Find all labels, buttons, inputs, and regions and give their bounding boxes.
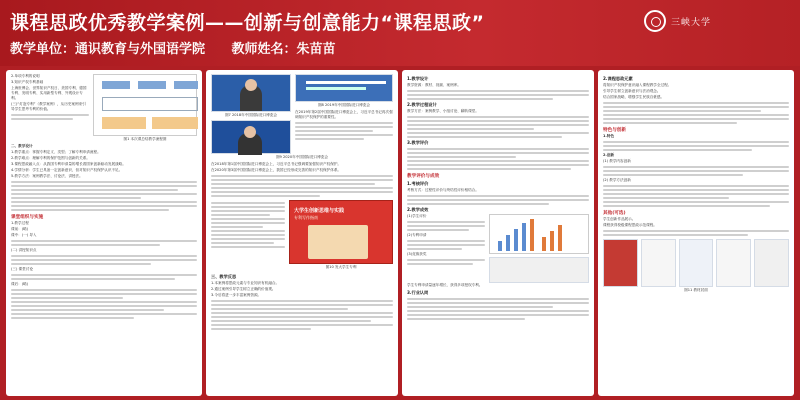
step-line: 课后：(略) — [11, 282, 29, 286]
body-text: 教学资源：教材、视频、案例库。 — [407, 83, 461, 87]
body-text: 引导学生树立创新意识与法治观念。 — [603, 89, 661, 93]
step-line: 课中：(一) 导入 — [11, 233, 37, 237]
statistics-chart-figure — [489, 214, 589, 254]
textbook-covers — [603, 239, 789, 287]
step-line: (二) 讲授知识点 — [11, 248, 37, 252]
reflect-line: 3.今后将进一步丰富案例资源。 — [211, 293, 262, 297]
book-subtitle: 专利写作指南 — [294, 215, 318, 220]
book-title: 大学生创新思维与实践 — [294, 208, 345, 214]
expo-photo-2019b — [295, 74, 393, 102]
section-heading: 1.考核评价 — [407, 181, 429, 186]
teacher-name: 教师姓名：朱苗苗 — [231, 42, 336, 57]
intro-line: 3.知识产权专利基础 — [11, 80, 44, 84]
body-text: 结合国家战略，增强学生民族自豪感。 — [603, 95, 665, 99]
body-text: 课程获得校级课程思政示范课程。 — [603, 223, 657, 227]
intro-line: 上海世博会、世界知识产权日、美国专利、德国专利、发明专利、实用新型专利、外观设计专利。 — [11, 86, 87, 100]
body-text: 将知识产权保护意识融入课程教学全过程。 — [603, 83, 672, 87]
university-logo — [644, 10, 711, 32]
figure-caption: 图9 2020年中国国际进口博览会 — [275, 155, 329, 159]
expo-photo-2019 — [211, 120, 291, 154]
feature-line: (2) 教学方法创新 — [603, 178, 631, 182]
section-heading-red: 教学评价与成效 — [407, 174, 440, 179]
section-heading: 1.教学设计 — [407, 76, 429, 81]
textbook-cover-image — [679, 239, 714, 287]
section-heading: 2.教学过程设计 — [407, 102, 437, 107]
teaching-unit: 教学单位：通识教育与外国语学院 — [10, 42, 206, 57]
book-cover-image — [289, 200, 393, 264]
step-line: 1.教学过程 — [11, 221, 29, 225]
flowchart-figure — [93, 74, 197, 136]
section-heading: 课堂组织与实施 — [11, 215, 44, 220]
expo-photo-2018 — [211, 74, 291, 112]
column-4 — [598, 70, 794, 396]
column-2 — [206, 70, 398, 396]
section-heading: 2.教学成效 — [407, 207, 429, 212]
body-text: 学生创新作品展示。 — [603, 217, 636, 221]
screenshot-figure — [489, 257, 589, 283]
result-line: (1)学生评价 — [407, 214, 427, 218]
figure-caption: 图11 教材封面 — [684, 288, 708, 292]
body-text: 1.教学重点：掌握专利定义、类型；了解专利申请流程。 — [11, 150, 101, 154]
body-text: 在2019年第2届中国国际进口博览会上，习近平总书记再次强调知识产权保护的重要性。 — [295, 110, 393, 119]
body-text: 在2020年第3届中国国际进口博览会上，我国已经形成完善的知识产权保护体系。 — [211, 168, 342, 172]
body-text: 二、教学设计 — [11, 144, 33, 148]
textbook-cover-image — [641, 239, 676, 287]
page-title: 课程思政优秀教学案例——创新与创意能力“课程思政” — [10, 12, 485, 34]
feature-line: (1) 教学内容创新 — [603, 159, 631, 163]
body-text: 考核方式：过程性评价与终结性评价相结合。 — [407, 188, 479, 192]
body-text: 学生专利申请量逐年增长，获得多项授权专利。 — [407, 283, 483, 287]
header-banner — [0, 0, 800, 66]
reflect-line: 2.通过案例引导学生树立正确的价值观。 — [211, 287, 276, 291]
body-text: 2.教学难点：理解专利的保护范围与创新的关系。 — [11, 156, 90, 160]
section-heading: 2.课程思政元素 — [603, 76, 633, 81]
body-text: 在2018年第1届中国国际进口博览会上，习近平总书记强调要加强知识产权保护。 — [211, 162, 342, 166]
figure-caption: 图10 发大学生专利 — [325, 265, 357, 269]
feature-line: 2.创新 — [603, 153, 615, 157]
column-3 — [402, 70, 594, 396]
figure-caption: 图8 2019年中国国际进口博览会 — [317, 103, 371, 107]
body-text: 教学方法：案例教学、小组讨论、翻转课堂。 — [407, 109, 479, 113]
reflect-line: 1.本案例将思政元素与专业知识有机融合。 — [211, 281, 280, 285]
body-text: 5.教学方法：案例教学法、讨论法、讲授法。 — [11, 174, 83, 178]
body-text: 4.学情分析：学生已具备一定创新意识，但对知识产权保护认识不足。 — [11, 168, 123, 172]
textbook-cover-image — [754, 239, 789, 287]
textbook-cover-image — [716, 239, 751, 287]
feature-line: 1.特色 — [603, 134, 615, 138]
figure-caption: 图7 2018年中国国际进口博览会 — [224, 113, 278, 117]
column-1 — [6, 70, 202, 396]
figure-caption: 图1 本次课总结教学流程图 — [123, 137, 167, 141]
body-text: 3.课程思政融入点：从我国专利申请量的增长看国家创新驱动发展战略。 — [11, 162, 126, 166]
section-heading: 三、教学反思 — [211, 274, 237, 279]
intro-line: (三)“灯泡专利”（教学案例），从历史案例来引导学生思考专利的价值。 — [11, 102, 86, 111]
section-heading: 3.行业认同 — [407, 290, 429, 295]
seal-icon — [644, 10, 666, 32]
section-heading-red: 其他(可选) — [603, 211, 626, 216]
logo-text: 三峡大学 — [671, 17, 712, 28]
page-subtitle — [10, 38, 358, 57]
result-line: (2)专利申请 — [407, 233, 427, 237]
result-line: (3)竞赛获奖 — [407, 252, 427, 256]
intro-line: 2.单项专利的说明 — [11, 74, 40, 78]
textbook-cover-image — [603, 239, 638, 287]
step-line: 课前：(略) — [11, 227, 29, 231]
section-heading: 3.教学评价 — [407, 140, 429, 145]
section-heading-red: 特色与创新 — [603, 128, 626, 133]
step-line: (三) 课堂讨论 — [11, 267, 33, 271]
